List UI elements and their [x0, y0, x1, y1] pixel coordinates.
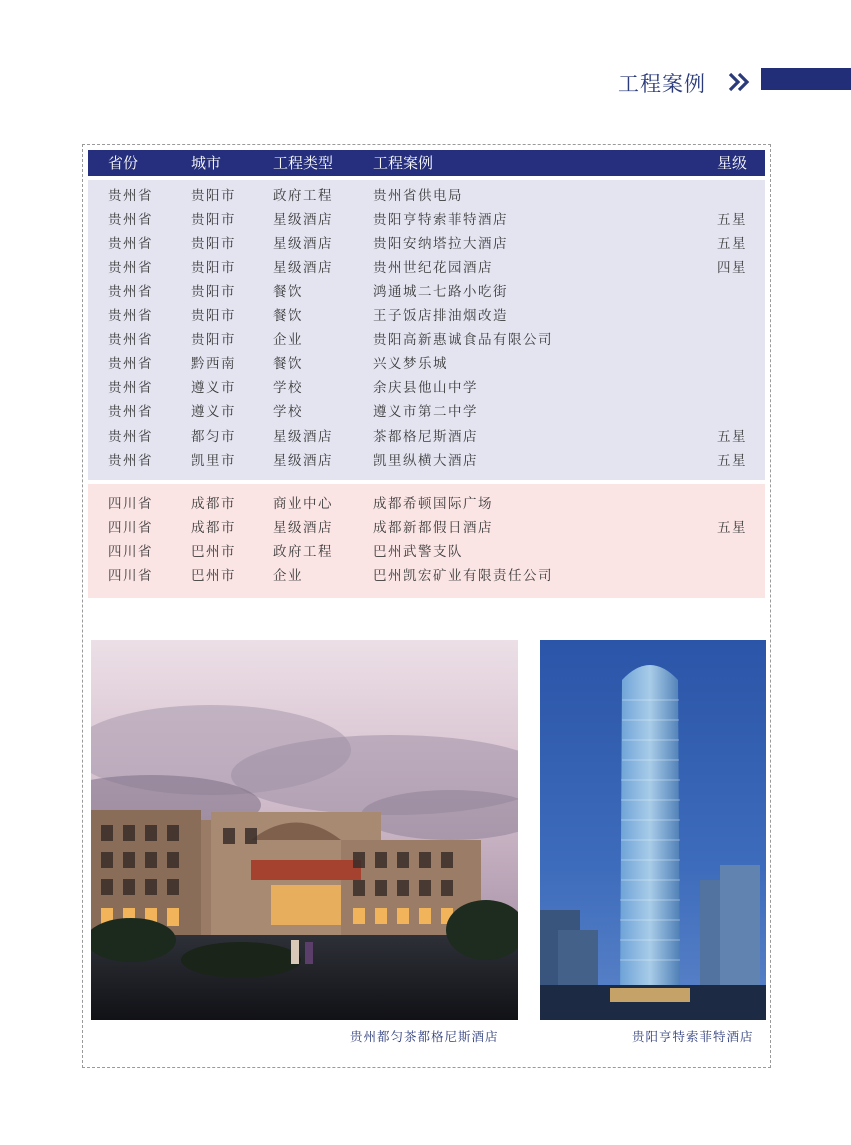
cell-type: 企业	[273, 568, 303, 584]
table-row	[88, 449, 765, 473]
cell-case: 巴州凯宏矿业有限责任公司	[373, 568, 553, 584]
cell-province: 贵州省	[108, 429, 153, 445]
cell-case: 贵州省供电局	[373, 188, 463, 204]
cell-province: 四川省	[108, 520, 153, 536]
hotel-photo-right	[540, 640, 766, 1020]
cell-type: 星级酒店	[273, 429, 333, 445]
cell-case: 茶都格尼斯酒店	[373, 429, 478, 445]
hotel-illustration	[91, 640, 518, 1020]
table-row	[88, 516, 765, 540]
cell-city: 成都市	[191, 496, 236, 512]
cell-province: 贵州省	[108, 380, 153, 396]
cell-city: 贵阳市	[191, 284, 236, 300]
tower-illustration	[540, 640, 766, 1020]
cell-city: 黔西南	[191, 356, 236, 372]
cell-type: 企业	[273, 332, 303, 348]
cell-city: 贵阳市	[191, 308, 236, 324]
table-row	[88, 328, 765, 352]
header-type: 工程类型	[273, 154, 334, 172]
cell-case: 遵义市第二中学	[373, 404, 478, 420]
cell-province: 贵州省	[108, 212, 153, 228]
header-star: 星级	[717, 154, 748, 172]
header-province: 省份	[108, 154, 139, 172]
table-row	[88, 184, 765, 208]
cell-province: 贵州省	[108, 260, 153, 276]
cell-province: 贵州省	[108, 188, 153, 204]
cell-province: 贵州省	[108, 284, 153, 300]
cell-type: 星级酒店	[273, 520, 333, 536]
cell-city: 都匀市	[191, 429, 236, 445]
double-chevron-right-icon	[728, 71, 750, 93]
cell-case: 成都希顿国际广场	[373, 496, 493, 512]
table-row	[88, 492, 765, 516]
cell-star: 五星	[717, 429, 747, 445]
cell-province: 四川省	[108, 544, 153, 560]
cell-type: 学校	[273, 404, 303, 420]
cell-type: 政府工程	[273, 544, 333, 560]
table-row	[88, 352, 765, 376]
header-case: 工程案例	[373, 154, 434, 172]
cell-province: 贵州省	[108, 332, 153, 348]
cell-city: 贵阳市	[191, 332, 236, 348]
table-row	[88, 280, 765, 304]
header-accent-bar	[761, 68, 851, 90]
cell-case: 余庆县他山中学	[373, 380, 478, 396]
cell-type: 商业中心	[273, 496, 333, 512]
table-row	[88, 400, 765, 424]
cell-province: 四川省	[108, 568, 153, 584]
cell-case: 成都新都假日酒店	[373, 520, 493, 536]
cell-star: 五星	[717, 453, 747, 469]
cell-case: 巴州武警支队	[373, 544, 463, 560]
cell-star: 五星	[717, 236, 747, 252]
cell-case: 贵阳亨特索菲特酒店	[373, 212, 508, 228]
table-row	[88, 232, 765, 256]
cell-case: 贵阳高新惠诚食品有限公司	[373, 332, 553, 348]
table-header	[88, 150, 765, 176]
cell-type: 学校	[273, 380, 303, 396]
cell-type: 星级酒店	[273, 212, 333, 228]
cell-star: 五星	[717, 520, 747, 536]
cell-type: 星级酒店	[273, 453, 333, 469]
cell-type: 政府工程	[273, 188, 333, 204]
table-group-guizhou	[88, 180, 765, 480]
cell-province: 贵州省	[108, 453, 153, 469]
cell-city: 贵阳市	[191, 212, 236, 228]
cell-city: 巴州市	[191, 544, 236, 560]
table-row	[88, 376, 765, 400]
header-city: 城市	[191, 154, 222, 172]
cell-case: 兴义梦乐城	[373, 356, 448, 372]
table-row	[88, 425, 765, 449]
cell-type: 星级酒店	[273, 236, 333, 252]
photo-caption-left: 贵州都匀茶都格尼斯酒店	[350, 1029, 499, 1044]
cell-type: 餐饮	[273, 308, 303, 324]
cell-city: 贵阳市	[191, 236, 236, 252]
cell-province: 贵州省	[108, 404, 153, 420]
cell-case: 王子饭店排油烟改造	[373, 308, 508, 324]
table-row	[88, 208, 765, 232]
hotel-photo-left	[91, 640, 518, 1020]
cell-type: 餐饮	[273, 356, 303, 372]
photo-caption-right: 贵阳亨特索菲特酒店	[632, 1029, 754, 1044]
cell-type: 餐饮	[273, 284, 303, 300]
cell-city: 凯里市	[191, 453, 236, 469]
cell-city: 贵阳市	[191, 188, 236, 204]
cell-case: 贵州世纪花园酒店	[373, 260, 493, 276]
cell-star: 五星	[717, 212, 747, 228]
cell-star: 四星	[717, 260, 747, 276]
cell-city: 遵义市	[191, 404, 236, 420]
cell-case: 凯里纵横大酒店	[373, 453, 478, 469]
cell-case: 鸿通城二七路小吃街	[373, 284, 508, 300]
cell-type: 星级酒店	[273, 260, 333, 276]
table-row	[88, 564, 765, 588]
table-row	[88, 304, 765, 328]
cell-province: 四川省	[108, 496, 153, 512]
cell-city: 贵阳市	[191, 260, 236, 276]
cell-city: 巴州市	[191, 568, 236, 584]
page-title: 工程案例	[618, 72, 706, 96]
cell-province: 贵州省	[108, 308, 153, 324]
table-row	[88, 540, 765, 564]
table-group-sichuan	[88, 484, 765, 598]
cell-city: 遵义市	[191, 380, 236, 396]
cell-province: 贵州省	[108, 236, 153, 252]
cell-province: 贵州省	[108, 356, 153, 372]
cell-case: 贵阳安纳塔拉大酒店	[373, 236, 508, 252]
cell-city: 成都市	[191, 520, 236, 536]
table-row	[88, 256, 765, 280]
